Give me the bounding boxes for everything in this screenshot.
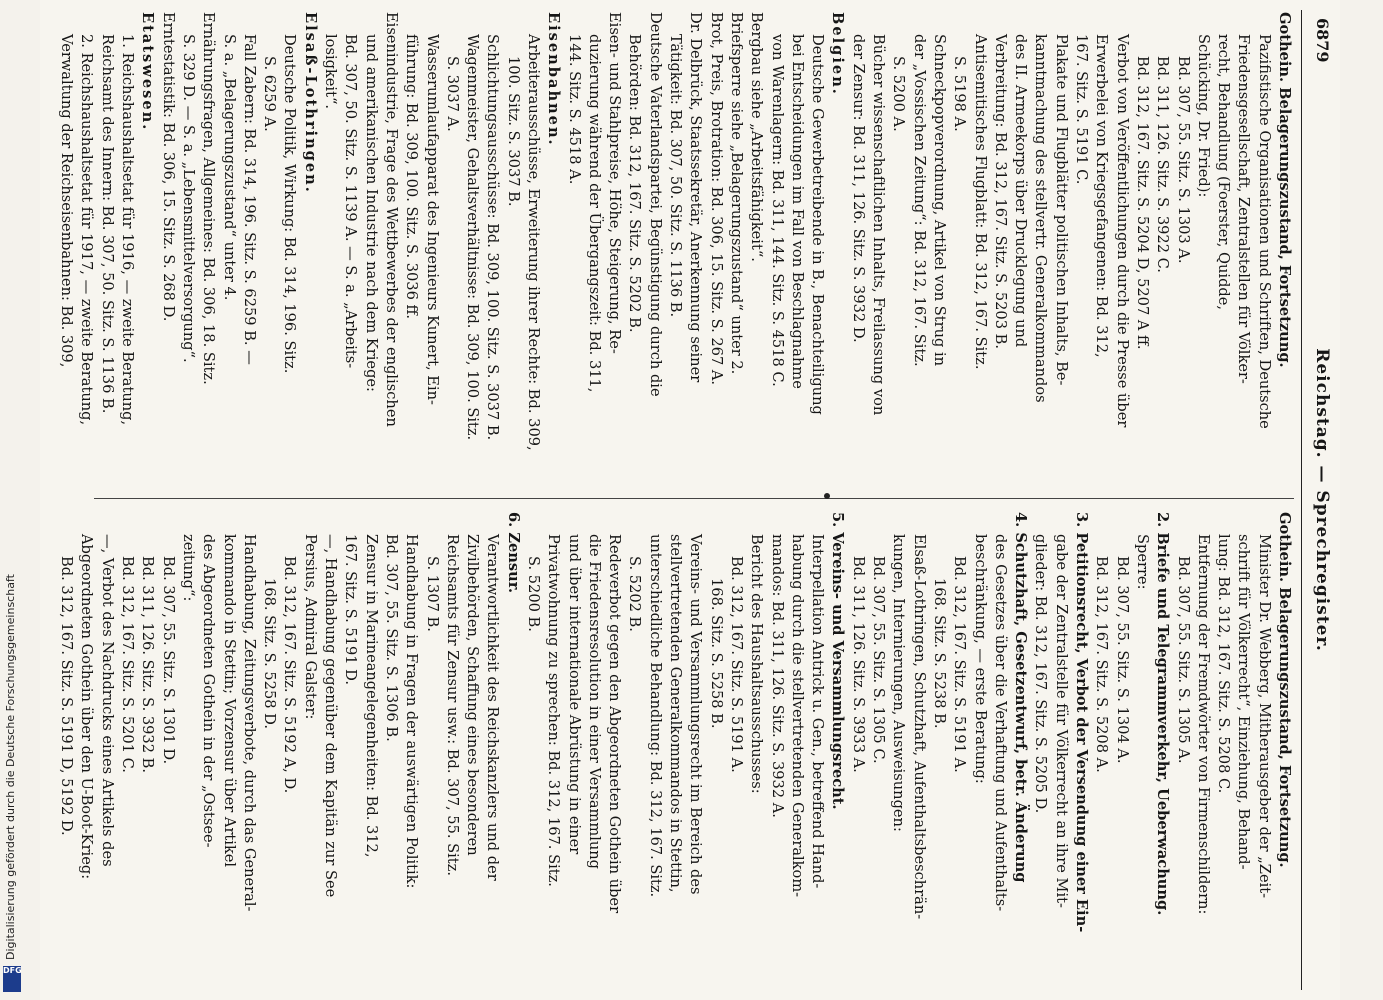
entry-line	[54, 512, 56, 982]
entry-line: Friedensgesellschaft, Zentralstellen für Völker-	[1235, 34, 1253, 384]
entry-line: Bd. 307, 55. Sitz. S. 1304 A.	[1113, 556, 1131, 764]
entry-line: gabe der Zentralstelle für Völkerrecht an ihre Mit-	[1052, 534, 1070, 908]
entry-line: 168. Sitz. S. 5258 D.	[261, 578, 279, 729]
entry-line: unterschiedliche Behandlung: Bd. 312, 167. Sitz.	[646, 534, 664, 898]
entry-line: 167. Sitz. S. 5191 C.	[1073, 34, 1091, 185]
page-number: 6879	[1313, 18, 1332, 63]
entry-line: Handhabung in Fragen der auswärtigen Politik:	[403, 534, 421, 889]
entry-line: S. a. „Belagerungszustand“ unter 4.	[220, 34, 238, 301]
entry-line: Bd. 312, 167. Sitz. S. 5191 A.	[727, 556, 745, 773]
entry-line: Verwaltung der Reichseisenbahnen: Bd. 309,	[58, 34, 76, 368]
column-divider	[94, 498, 1294, 499]
entry-line: Bd. 312, 167. Sitz. S. 5208 A.	[1093, 556, 1111, 773]
entry-line: Belgien.	[829, 12, 847, 96]
entry-line: 2. Briefe und Telegrammverkehr, Ueberwachung.	[1154, 512, 1172, 916]
entry-line: mandos: Bd. 311, 126. Sitz. S. 3932 A.	[768, 534, 786, 818]
right-column	[54, 512, 1294, 982]
entry-line: Deutsche Vaterlandspartei, Begünstigung durch die	[646, 12, 664, 397]
entry-line: —, Verbot des Nachdrucks eines Artikels des	[98, 534, 116, 867]
entry-line: Entfernung der Fremdwörter von Firmenschildern:	[1194, 534, 1212, 915]
entry-line: Bergbau siehe „Arbeitsfähigkeit“.	[748, 12, 766, 262]
entry-line: Privatwohnung zu sprechen: Bd. 312, 167. Sitz.	[545, 534, 563, 887]
entry-line: Bd. 307, 55. Sitz. S. 1306 B.	[382, 534, 400, 742]
entry-line: Etatswesen.	[139, 12, 157, 132]
entry-line: Verbreitung: Bd. 312, 167. Sitz. S. 5203 B.	[991, 34, 1009, 349]
entry-line: Briefsperre siehe „Belagerungszustand“ unter 2.	[727, 12, 745, 375]
entry-line: Bd. 307, 55. Sitz. S. 1303 A.	[1174, 56, 1192, 264]
entry-line: Brot, Preis, Brotration: Bd. 306, 15. Sitz. S. 267 A.	[707, 12, 725, 386]
entry-line: 144. Sitz. S. 4518 A.	[565, 34, 583, 185]
page-header	[1301, 10, 1340, 990]
entry-line: Fall Zabern: Bd. 314, 196. Sitz. S. 6259 B. —	[240, 34, 258, 365]
entry-line: Tätigkeit: Bd. 307, 50. Sitz. S. 1136 B.	[667, 34, 685, 318]
entry-line: 1. Reichshaushaltsetat für 1916, — zweite Beratung,	[119, 34, 137, 426]
entry-line: 6. Zensur.	[504, 512, 522, 594]
entry-line: Schneckpopverordnung, Artikel von Strug in	[930, 34, 948, 367]
entry-line: kungen, Internierungen, Ausweisungen:	[890, 534, 908, 832]
entry-line: zeitung“:	[179, 534, 197, 602]
entry-line: Bd. 312, 167. Sitz. S. 5192 A, D.	[281, 556, 299, 794]
entry-line: Bd. 307, 55. Sitz. S. 1305 A.	[1174, 556, 1192, 764]
entry-line: des Gesetzes über die Verhaftung und Aufenthalts-	[991, 534, 1009, 912]
entry-line: des Abgeordneten Gothein in der „Ostsee-	[200, 534, 218, 848]
entry-line: Deutsche Politik, Wirkung: Bd. 314, 196. Sitz.	[281, 34, 299, 374]
entry-line: S. 6259 A.	[261, 56, 279, 132]
entry-line: 168. Sitz. S. 5238 B.	[930, 578, 948, 729]
entry-line: 2. Reichshaushaltsetat für 1917, — zweite Beratung,	[78, 34, 96, 426]
entry-line: 167. Sitz. S. 5191 D.	[342, 534, 360, 685]
entry-line: schrift für Völkerrecht“, Einziehung, Behand-	[1235, 534, 1253, 870]
entry-line: Ernährungsfragen, Allgemeines: Bd. 306, 18. Sitz.	[200, 12, 218, 385]
entry-line: Schlichtungsausschüsse: Bd. 309, 100. Sitz. S. 3037 B.	[484, 34, 502, 441]
entry-line: Bd. 307, 55. Sitz. S. 1305 C.	[870, 556, 888, 764]
entry-line: Persius, Admiral Galster:	[301, 534, 319, 720]
entry-line: S. 1307 B.	[423, 556, 441, 632]
page-title: Reichstag. — Sprechregister.	[1312, 348, 1332, 652]
entry-line: Bd. 311, 126. Sitz. S. 3922 C.	[1154, 56, 1172, 273]
entry-line: Eisenbahnen.	[545, 12, 563, 147]
entry-line: Bd. 312, 167. Sitz. S. 5201 C.	[119, 556, 137, 773]
entry-line: und amerikanischen Industrie nach dem Kriege:	[362, 34, 380, 392]
entry-line: 4. Schutzhaft, Gesetzentwurf, betr. Änderung	[1012, 512, 1030, 883]
entry-line: Bericht des Haushaltsausschusses:	[748, 534, 766, 794]
entry-line: Behörden: Bd. 312, 167. Sitz. S. 5202 B.	[626, 34, 644, 333]
entry-line: S. 5202 B.	[626, 556, 644, 632]
entry-line: Bücher wissenschaftlichen Inhalts, Freilassung von	[870, 34, 888, 416]
ink-dot	[824, 493, 830, 499]
entry-line: Wagenmeister, Gehaltsverhältnisse: Bd. 309, 100. Sitz.	[464, 34, 482, 441]
entry-line: S. 5200 B.	[525, 556, 543, 632]
entry-line: Eisenindustrie, Frage des Wettbewerbes der englischen	[382, 12, 400, 427]
entry-line: —, Handhabung gegenüber dem Kapitän zur See	[322, 534, 340, 898]
entry-line: S. 5198 A.	[951, 56, 969, 132]
entry-line: Sperre:	[1133, 534, 1151, 590]
entry-line: der „Vossischen Zeitung“: Bd. 312, 167. Sitz.	[910, 34, 928, 367]
entry-line: Eisen- und Stahlpreise, Höhe, Steigerung, Re-	[606, 12, 624, 354]
entry-line: Wasserumlaufapparat des Ingenieurs Kunert, Ein-	[423, 34, 441, 405]
entry-line: Plakate und Flugblätter politischen Inhalts, Be-	[1052, 34, 1070, 386]
entry-line: Gothein. Belagerungszustand, Fortsetzung.	[1276, 512, 1293, 868]
entry-line: Reichsamt des Innern: Bd. 307, 50. Sitz. S. 1136 B.	[98, 34, 116, 414]
entry-line: bei Entscheidungen im Fall von Beschlagnahme	[788, 34, 806, 389]
entry-line: Pazifistische Organisationen und Schriften, Deutsche	[1255, 34, 1273, 429]
entry-line: glieder: Bd. 312, 167. Sitz. S. 5205 D.	[1032, 534, 1050, 814]
entry-line: Antisemitisches Flugblatt: Bd. 312, 167. Sitz.	[971, 34, 989, 370]
entry-line: S. 3037 A.	[443, 56, 461, 132]
entry-line: Bd. 307, 50. Sitz. S. 1139 A. — S. a. „Arbeits-	[342, 34, 360, 369]
entry-line: 168. Sitz. S. 5258 B.	[707, 578, 725, 729]
entry-line: Arbeiterausschüsse, Erweiterung ihrer Rechte: Bd. 309,	[525, 34, 543, 451]
entry-line: duzierung während der Übergangszeit: Bd. 311,	[585, 34, 603, 393]
entry-line: Deutsche Gewerbetreibende in B., Benachteiligung	[809, 34, 827, 415]
entry-line: kommando in Stettin; Vorzensur über Artikel	[220, 534, 238, 868]
entry-line: Interpellation Antrick u. Gen., betreffend Hand-	[809, 534, 827, 889]
entry-line: stellvertretenden Generalkommandos in Stettin,	[667, 534, 685, 893]
entry-line: Bd. 312, 167. Sitz. S. 5191 D, 5192 D.	[58, 556, 76, 836]
rotated-page	[40, 0, 1340, 1000]
entry-line: Bd. 312, 167. Sitz. S. 5191 A.	[951, 556, 969, 773]
entry-line: Verantwortlichkeit des Reichskanzlers und der	[484, 534, 502, 881]
entry-line: des II. Armeekorps über Drucklegung und	[1012, 34, 1030, 348]
entry-line: 5. Vereins- und Versammlungsrecht.	[829, 512, 847, 810]
entry-line: habung durch die stellvertretenden Generalkom-	[788, 534, 806, 898]
entry-line: Bd. 311, 126. Sitz. S. 3933 A.	[849, 556, 867, 773]
entry-line: Elsaß-Lothringen.	[301, 12, 319, 194]
entry-line: führung: Bd. 309, 100. Sitz. S. 3036 ff.	[403, 34, 421, 319]
entry-line: von Warenlagern: Bd. 311, 144. Sitz. S. 4518 C.	[768, 34, 786, 387]
entry-line: Zensur in Marineangelegenheiten: Bd. 312,	[362, 534, 380, 858]
entry-line: Schücking, Dr. Fried):	[1194, 34, 1212, 198]
entry-line: beschränkung, — erste Beratung:	[971, 534, 989, 784]
entry-line: Erntestatistik: Bd. 306, 15. Sitz. S. 268 D.	[159, 12, 177, 322]
entry-line: der Zensur: Bd. 311, 126. Sitz. S. 3932 D.	[849, 34, 867, 343]
dfg-logo-icon: DFG	[3, 966, 21, 992]
entry-line: und über internationale Abrüstung in einer	[565, 534, 583, 855]
entry-line: Elsaß-Lothringen, Schutzhaft, Aufenthaltsbeschrän-	[910, 534, 928, 920]
entry-line: Redeverbot gegen den Abgeordneten Gothein über	[606, 534, 624, 914]
entry-line: Minister Dr. Webberg, Mitherausgeber der „Zeit-	[1255, 534, 1273, 899]
entry-line: Reichsamts für Zensur usw.: Bd. 307, 55. Sitz.	[443, 534, 461, 877]
entry-line: Vereins- und Versammlungsrecht im Bereich des	[687, 534, 705, 895]
entry-line: Bd. 311, 126. Sitz. S. 3932 B.	[139, 556, 157, 774]
entry-line: Bd. 312, 167. Sitz. S. 5204 D, 5207 A ff.	[1133, 56, 1151, 350]
entry-line: Gothein. Belagerungszustand, Fortsetzung.	[1276, 12, 1293, 368]
entry-line: 100. Sitz. S. 3037 B.	[504, 56, 522, 207]
entry-line: Bd. 307, 55. Sitz. S. 1301 D.	[159, 556, 177, 765]
entry-line: S. 5200 A.	[890, 56, 908, 132]
entry-line: 3. Petitionsrecht, Verbot der Versendung einer Ein-	[1073, 512, 1091, 933]
entry-line: kanntmachung des stellvertr. Generalkommandos	[1032, 34, 1050, 403]
entry-line: S. 329 D. — S. a. „Lebensmittelversorgung“.	[179, 34, 197, 363]
entry-line: lung: Bd. 312, 167. Sitz. S. 5208 C.	[1215, 534, 1233, 794]
entry-line: die Friedensresolution in einer Versammlung	[585, 534, 603, 870]
entry-line: Zivilbehörden, Schaffung eines besonderen	[464, 534, 482, 856]
left-column	[54, 12, 1294, 482]
entry-line: Erwerbelei von Kriegsgefangenen: Bd. 312,	[1093, 34, 1111, 358]
entry-line: Verbot von Veröffentlichungen durch die Presse über	[1113, 34, 1131, 428]
footer	[0, 0, 26, 1000]
entry-line: Handhabung, Zeitungsverbote, durch das General-	[240, 534, 258, 912]
entry-line: Abgeordneten Gothein über den U-Boot-Krieg:	[78, 534, 96, 880]
entry-line: Dr. Delbrück, Staatssekretär, Anerkennung seiner	[687, 12, 705, 383]
entry-line: losigkeit“.	[322, 34, 340, 110]
entry-line: recht, Behandlung (Foerster, Quidde,	[1215, 34, 1233, 311]
funding-credit: Digitalisierung gefördert durch die Deutsche Forschungsgemeinschaft	[4, 574, 17, 960]
